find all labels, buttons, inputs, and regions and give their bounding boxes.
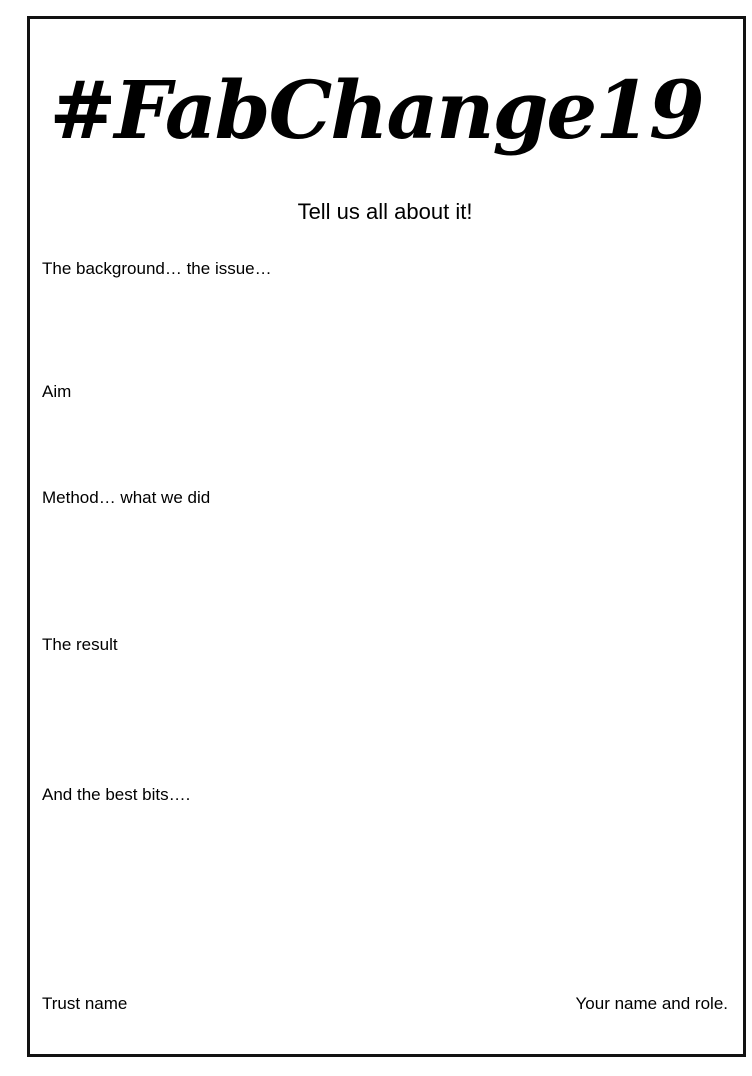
section-label-aim: Aim [42, 382, 72, 401]
footer-label-trust-name: Trust name [42, 994, 128, 1013]
page-title: #FabChange19 [49, 63, 703, 157]
footer-label-your-name: Your name and role. [575, 994, 728, 1013]
page-subtitle: Tell us all about it! [297, 199, 473, 224]
section-label-background: The background… the issue… [42, 259, 272, 278]
page-border [27, 16, 746, 1057]
section-label-result: The result [42, 635, 118, 654]
section-label-method: Method… what we did [42, 488, 211, 507]
section-label-best-bits: And the best bits…. [42, 785, 191, 804]
